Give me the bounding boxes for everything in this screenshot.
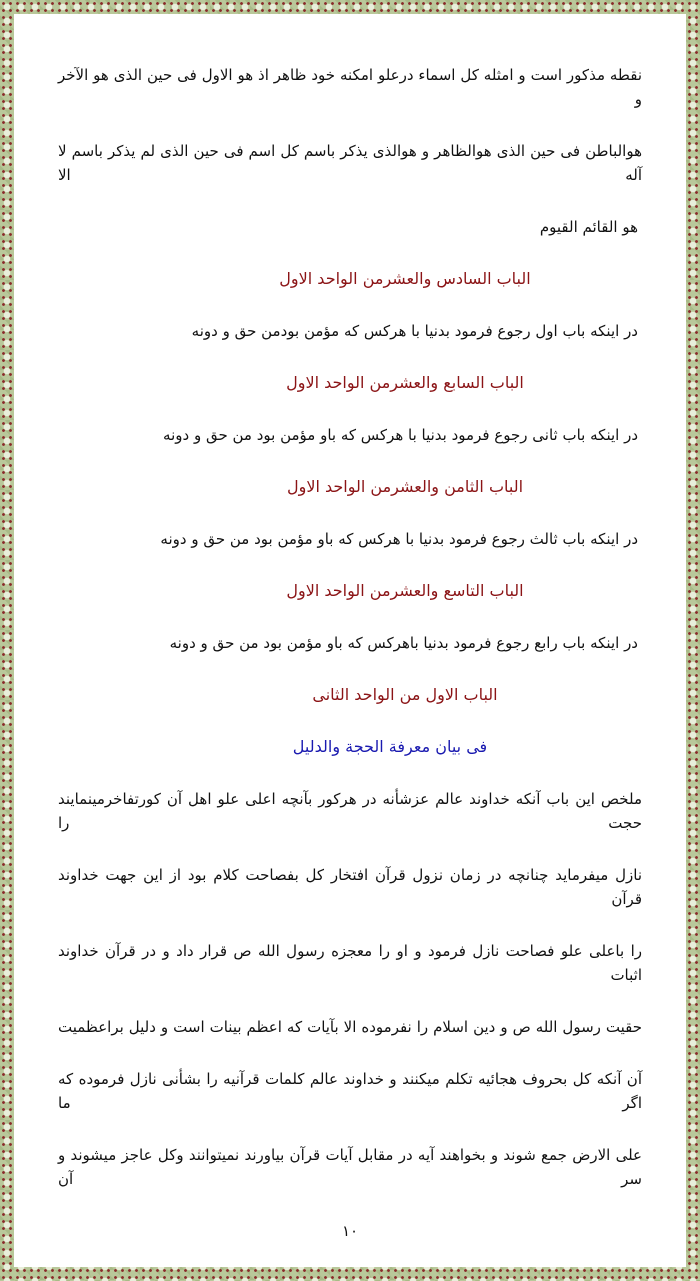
section-heading: الباب الثامن والعشرمن الواحد الاول [286,477,524,496]
section-text: در اینکه باب اول رجوع فرمود بدنیا با هرکس که مؤمن بودمن حق و دونه [191,322,638,340]
intro-line: هو القائم القیوم [539,218,638,236]
body-line: علی الارض جمع شوند و بخواهند آیه در مقابل آیات قرآن بیاورند نمیتوانند وکل عاجز میشوند و سر آن [58,1146,642,1188]
section-text: در اینکه باب ثالث رجوع فرمود بدنیا با هرکس که باو مؤمن بود من حق و دونه [160,530,638,548]
intro-line: نقطه مذکور است و امثله کل اسماء درعلو امکنه خود ظاهر اذ هو الاول فی حین الذی هو الآخر و [58,66,642,108]
body-line: نازل میفرماید چنانچه در زمان نزول قرآن افتخار کل بفصاحت کلام بود از این جهت خداوند قرآن [58,866,642,908]
chapter-heading: الباب الاول من الواحد الثانی [312,685,498,704]
intro-line: هوالباطن فی حین الذی هوالظاهر و هوالذی یذکر باسم کل اسم فی حین الذی لم یذکر باسم لا آله الا [58,142,642,184]
section-heading: الباب السابع والعشرمن الواحد الاول [286,373,524,392]
body-line: را باعلی علو فصاحت نازل فرمود و او را معجزه رسول الله ص قرار داد و در قرآن خداوند اثبات [58,942,642,984]
section-text: در اینکه باب ثانی رجوع فرمود بدنیا با هرکس که باو مؤمن بود من حق و دونه [163,426,638,444]
section-text: در اینکه باب رابع رجوع فرمود بدنیا باهرکس که باو مؤمن بود من حق و دونه [169,634,638,652]
chapter-subtitle: فی بیان معرفة الحجة والدلیل [292,737,488,756]
section-heading: الباب التاسع والعشرمن الواحد الاول [286,581,524,600]
document-page [14,14,686,1267]
section-heading: الباب السادس والعشرمن الواحد الاول [279,269,531,288]
body-line: ملخص این باب آنکه خداوند عالم عزشأنه در هرکور بآنچه اعلی علو اهل آن کورتفاخرمینمایند حجت را [58,790,642,832]
page-number: ١٠ [341,1222,359,1240]
body-line: آن آنکه کل بحروف هجائیه تکلم میکنند و خداوند عالم کلمات قرآنیه را بشأنی نازل فرموده که اگر ما [58,1070,642,1112]
body-line: حقیت رسول الله ص و دین اسلام را نفرموده الا بآیات که اعظم بینات است و دلیل براعظمیت [58,1018,642,1036]
